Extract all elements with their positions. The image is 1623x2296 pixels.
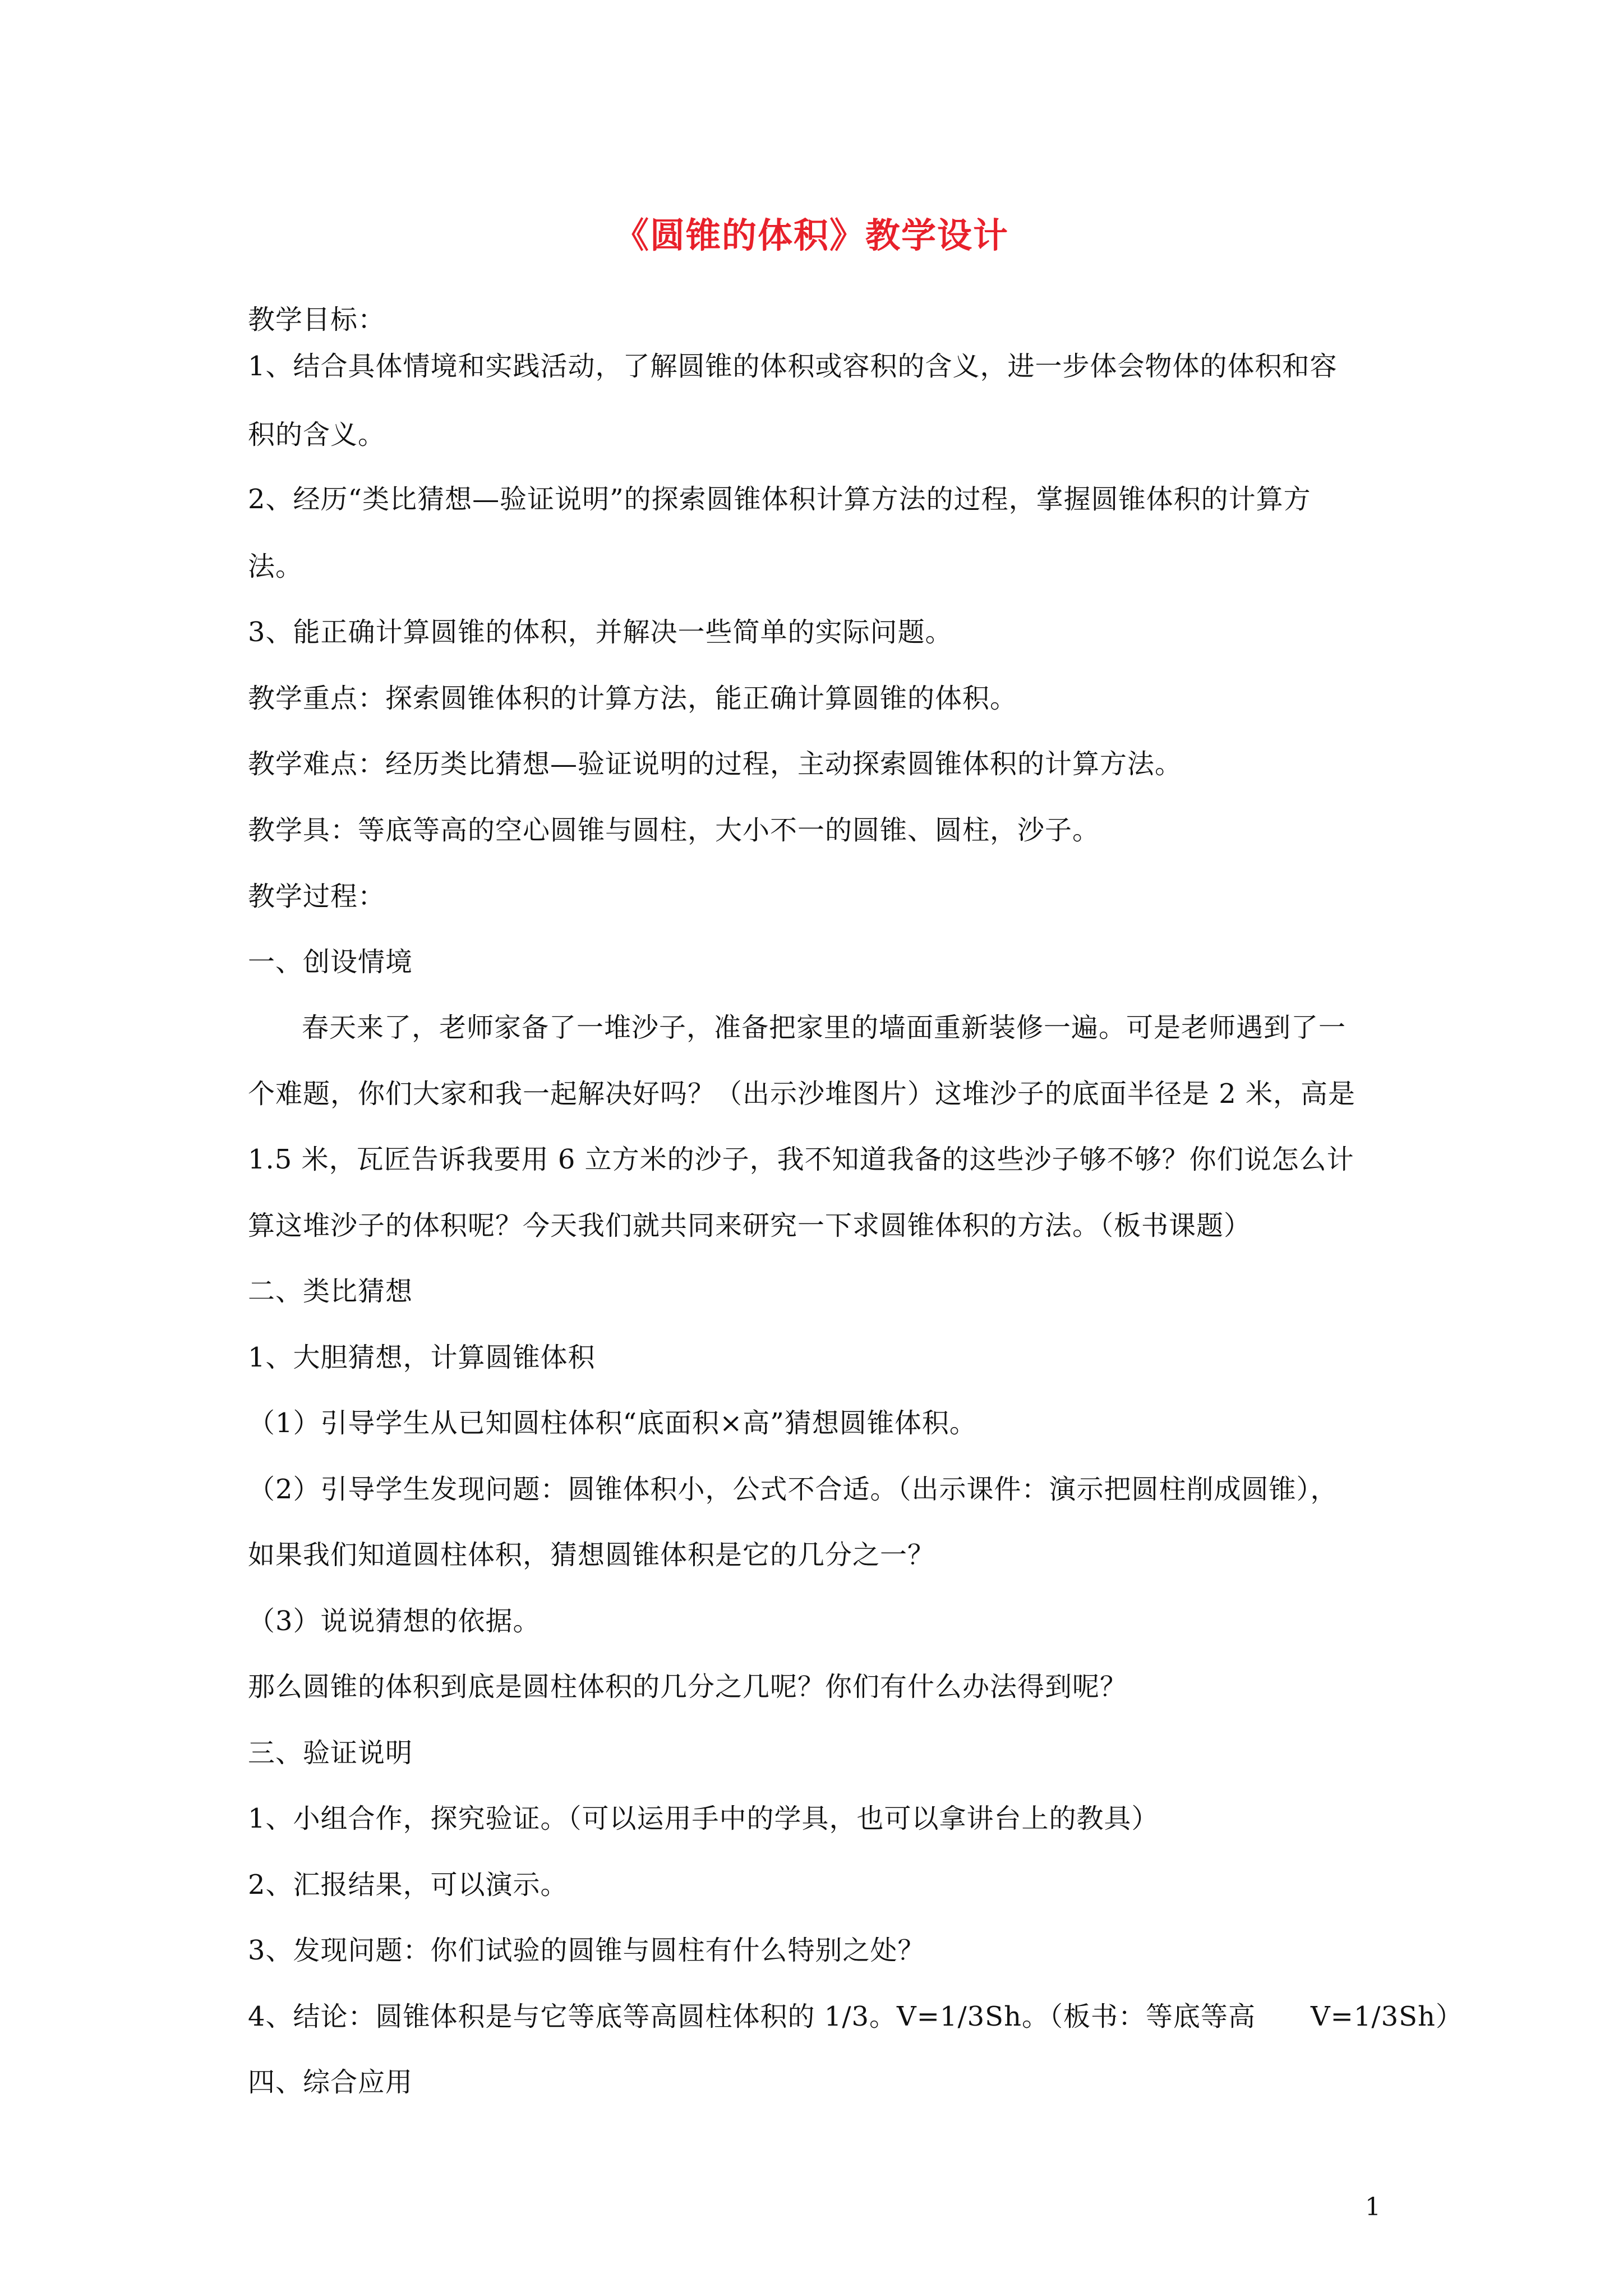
paragraph-line: （1）引导学生从已知圆柱体积“底面积×高”猜想圆锥体积。 xyxy=(248,1407,977,1439)
key-points-line: 教学重点：探索圆锥体积的计算方法，能正确计算圆锥的体积。 xyxy=(248,683,1018,714)
paragraph-line: 如果我们知道圆柱体积，猜想圆锥体积是它的几分之一？ xyxy=(248,1539,935,1571)
paragraph-line: 1、结合具体情境和实践活动，了解圆锥的体积或容积的含义，进一步体会物体的体积和容 xyxy=(248,351,1338,382)
paragraph-line: 春天来了，老师家备了一堆沙子，准备把家里的墙面重新装修一遍。可是老师遇到了一 xyxy=(302,1012,1347,1043)
section-heading-4: 四、综合应用 xyxy=(248,2067,413,2098)
conclusion-line: 4、结论：圆锥体积是与它等底等高圆柱体积的 1/3。V=1/3Sh。（板书：等底等高 V=1/3Sh） xyxy=(248,2001,1463,2032)
paragraph-line: 算这堆沙子的体积呢？今天我们就共同来研究一下求圆锥体积的方法。（板书课题） xyxy=(248,1210,1252,1241)
section-heading-objectives: 教学目标： xyxy=(248,304,386,335)
paragraph-line: 3、发现问题：你们试验的圆锥与圆柱有什么特别之处？ xyxy=(248,1935,925,1966)
paragraph-line: （3）说说猜想的依据。 xyxy=(248,1605,541,1637)
paragraph-line: 那么圆锥的体积到底是圆柱体积的几分之几呢？你们有什么办法得到呢？ xyxy=(248,1671,1128,1703)
paragraph-line: （2）引导学生发现问题：圆锥体积小，公式不合适。（出示课件：演示把圆柱削成圆锥）， xyxy=(248,1474,1338,1505)
section-heading-2: 二、类比猜想 xyxy=(248,1276,413,1307)
document-title: 《圆锥的体积》教学设计 xyxy=(614,215,1009,256)
paragraph-line: 个难题，你们大家和我一起解决好吗？（出示沙堆图片）这堆沙子的底面半径是 2 米，高是 xyxy=(248,1078,1356,1110)
section-heading-1: 一、创设情境 xyxy=(248,946,413,978)
paragraph-line: 积的含义。 xyxy=(248,419,386,450)
page-number: 1 xyxy=(1365,2193,1381,2221)
paragraph-line: 1、小组合作，探究验证。（可以运用手中的学具，也可以拿讲台上的教具） xyxy=(248,1803,1159,1834)
paragraph-line: 法。 xyxy=(248,551,303,582)
paragraph-line: 1、大胆猜想，计算圆锥体积 xyxy=(248,1342,596,1373)
section-heading-3: 三、验证说明 xyxy=(248,1737,413,1769)
paragraph-line: 2、经历“类比猜想—验证说明”的探索圆锥体积计算方法的过程，掌握圆锥体积的计算方 xyxy=(248,484,1311,515)
section-heading-process: 教学过程： xyxy=(248,881,386,912)
paragraph-line: 3、能正确计算圆锥的体积，并解决一些简单的实际问题。 xyxy=(248,616,953,648)
teaching-aids-line: 教学具：等底等高的空心圆锥与圆柱，大小不一的圆锥、圆柱，沙子。 xyxy=(248,815,1100,846)
paragraph-line: 1.5 米，瓦匠告诉我要用 6 立方米的沙子，我不知道我备的这些沙子够不够？你们说怎么计 xyxy=(248,1144,1354,1175)
difficulties-line: 教学难点：经历类比猜想—验证说明的过程，主动探索圆锥体积的计算方法。 xyxy=(248,748,1183,780)
paragraph-line: 2、汇报结果，可以演示。 xyxy=(248,1869,568,1901)
